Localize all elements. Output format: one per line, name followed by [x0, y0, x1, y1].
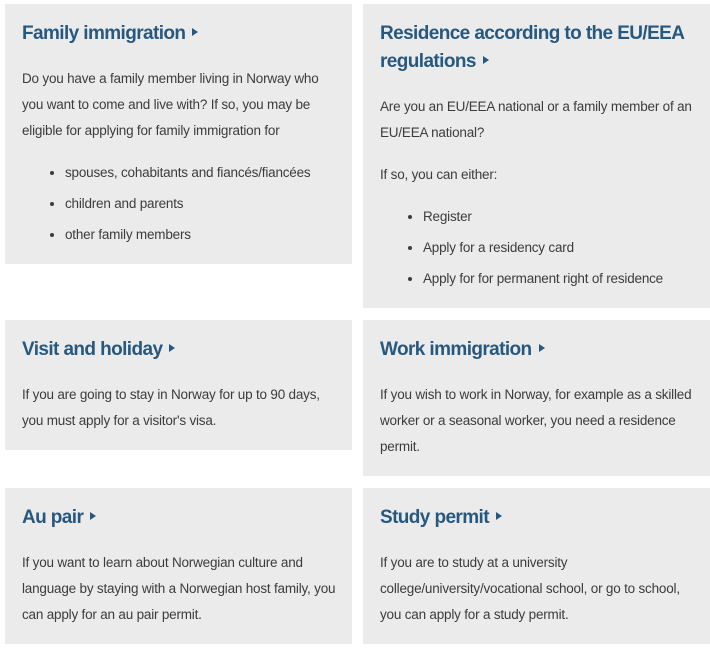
topic-cards-grid [5, 4, 710, 644]
list-item: • spouses, cohabitants and fiancés/fiancées [65, 160, 337, 186]
arrow-right-icon [539, 344, 545, 352]
card-study-permit [363, 488, 710, 644]
list-item: • Apply for a residency card [423, 235, 695, 261]
card-au-pair [5, 488, 352, 644]
arrow-right-icon [90, 512, 96, 520]
card-title: Au pair [22, 507, 84, 528]
list-item: • other family members [65, 222, 337, 248]
list-item: • Register [423, 204, 695, 230]
card-title: Work immigration [380, 339, 532, 360]
card-visit-and-holiday [5, 320, 352, 450]
card-paragraph: If you are going to stay in Norway for up to 90 days, you must apply for a visitor's visa. [22, 387, 320, 428]
card-bullet-list [20, 160, 337, 248]
card-paragraph: If you want to learn about Norwegian culture and language by staying with a Norwegian host family, you can apply for an au pair permit. [22, 555, 336, 622]
card-title: Study permit [380, 507, 489, 528]
card-paragraph: Do you have a family member living in Norway who you want to come and live with? If so, you may be eligible for applying for family immigration for [22, 71, 319, 138]
card-title: Residence according to the EU/EEA regulations [380, 23, 684, 72]
card-residence-eu-eea [363, 4, 710, 308]
list-item: • Apply for for permanent right of residence [423, 266, 695, 292]
arrow-right-icon [169, 344, 175, 352]
arrow-right-icon [192, 28, 198, 36]
arrow-right-icon [496, 512, 502, 520]
card-work-immigration [363, 320, 710, 476]
card-paragraph: If so, you can either: [380, 167, 498, 182]
card-title-link-family-immigration[interactable] [22, 20, 337, 48]
card-title-link-au-pair[interactable] [22, 504, 337, 532]
card-title: Family immigration [22, 23, 186, 44]
card-title-link-residence-eu-eea[interactable] [380, 20, 695, 76]
card-title-link-study-permit[interactable] [380, 504, 695, 532]
card-bullet-list [378, 204, 695, 292]
card-paragraph: If you wish to work in Norway, for example as a skilled worker or a seasonal worker, you need a residence permit. [380, 387, 692, 454]
list-item: • children and parents [65, 191, 337, 217]
card-title-link-visit-and-holiday[interactable] [22, 336, 337, 364]
card-title: Visit and holiday [22, 339, 163, 360]
card-family-immigration [5, 4, 352, 264]
arrow-right-icon [483, 56, 489, 64]
card-title-link-work-immigration[interactable] [380, 336, 695, 364]
card-paragraph: Are you an EU/EEA national or a family member of an EU/EEA national? [380, 99, 692, 140]
card-paragraph: If you are to study at a university college/university/vocational school, or go to school, you can apply for a study permit. [380, 555, 680, 622]
